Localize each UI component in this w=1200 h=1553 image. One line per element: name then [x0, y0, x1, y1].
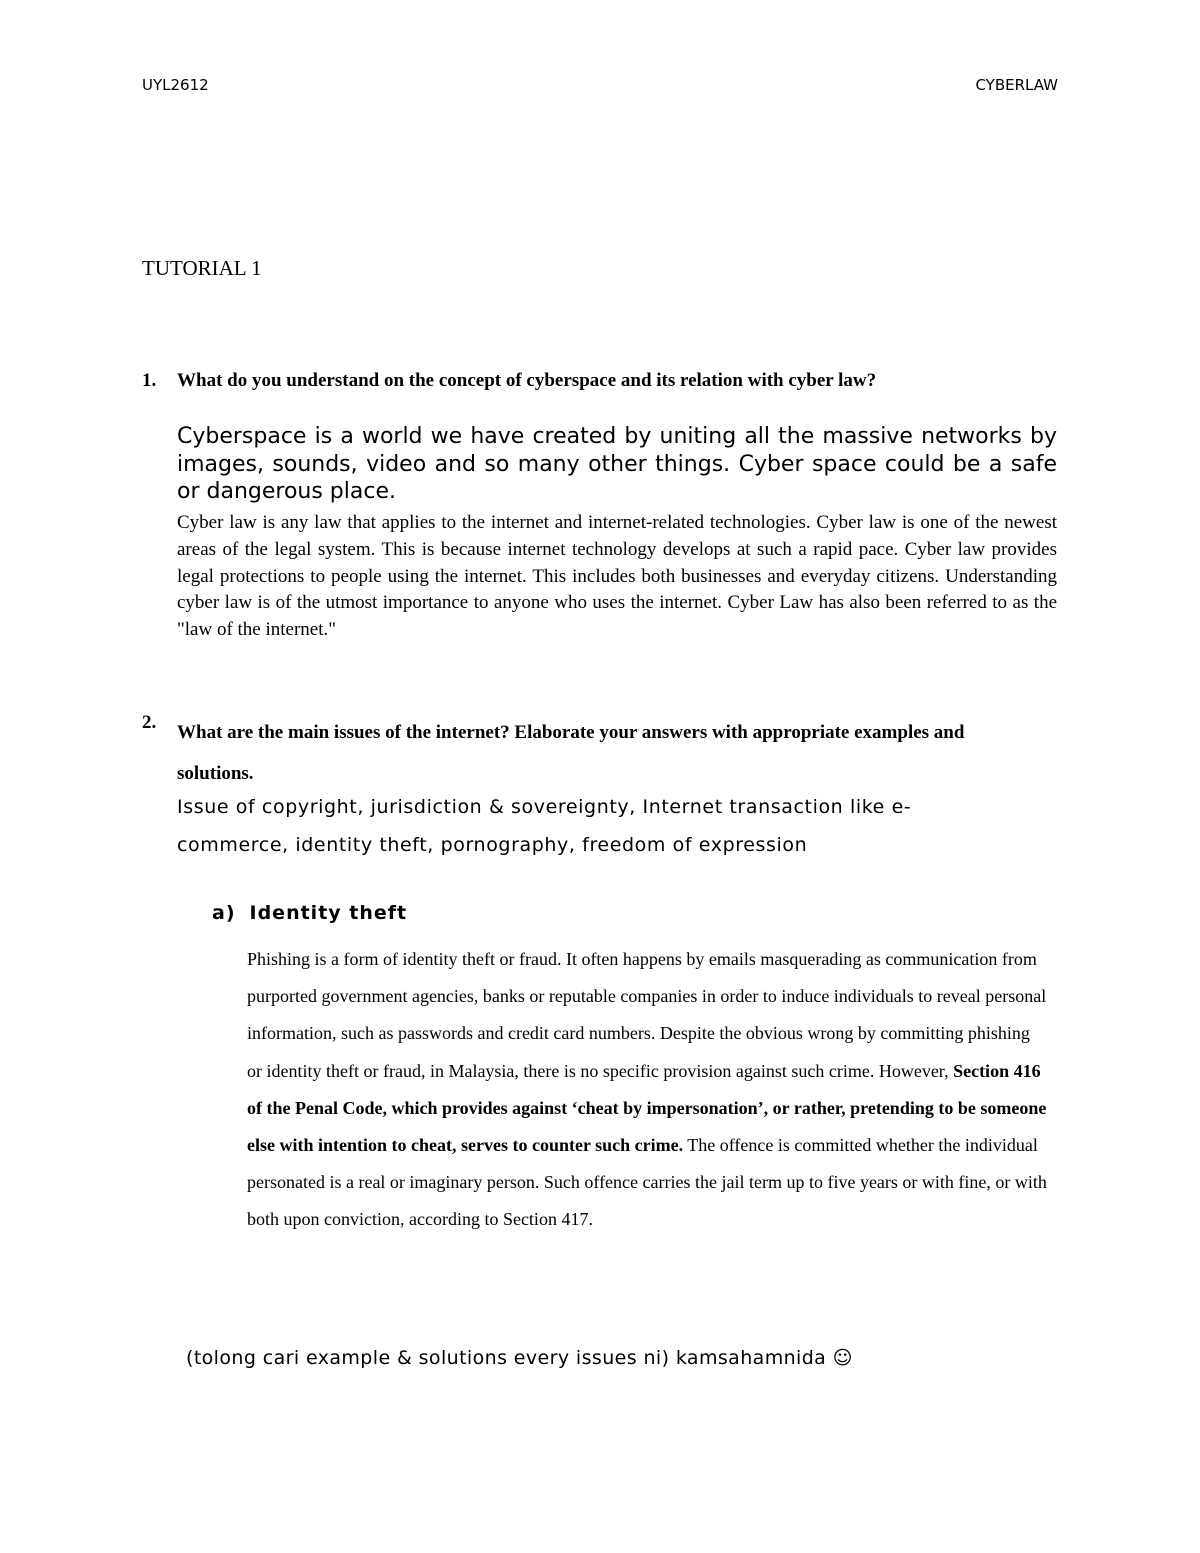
question-1-text: What do you understand on the concept of cyberspace and its relation with cyber law?	[177, 370, 877, 391]
identity-theft-title: Identity theft	[249, 902, 408, 924]
question-2-answer-intro: Issue of copyright, jurisdiction & sovereignty, Internet transaction like e-commerce, identity theft, pornography, freedom of expression	[177, 796, 912, 856]
header-course-name: CYBERLAW	[975, 76, 1058, 94]
identity-theft-letter: a)	[212, 902, 236, 924]
header-course-code: UYL2612	[142, 76, 209, 94]
page-title: TUTORIAL 1	[142, 256, 262, 280]
question-2-number: 2.	[142, 712, 157, 733]
question-2-text: What are the main issues of the internet? Elaborate your answers with appropriate examples and solutions.	[177, 722, 965, 784]
identity-theft-text-bold: Section 416 of the Penal Code, which provides against ‘cheat by impersonation’, or rather, pretending to be someone else with intention to cheat, serves to counter such crime.	[247, 1060, 1047, 1156]
question-1-number: 1.	[142, 370, 157, 391]
identity-theft-text-after: The offence is committed whether the individual personated is a real or imaginary person. Such offence carries the jail term up to five years or with fine, or with both upon conviction, according to Section 417.	[247, 1135, 1047, 1230]
footer-note: (tolong cari example & solutions every issues ni) kamsahamnida ☺	[186, 1347, 853, 1369]
identity-theft-heading	[212, 902, 407, 924]
identity-theft-paragraph	[247, 941, 1047, 1239]
question-1-answer-intro: Cyberspace is a world we have created by uniting all the massive networks by images, sounds, video and so many other things. Cyber space could be a safe or dangerous place.	[177, 424, 1057, 504]
question-1-answer-body: Cyber law is any law that applies to the internet and internet-related technologies. Cyber law is one of the newest areas of the legal system. This is because internet technology develops at such a rapid pace. Cyber law provides legal protections to people using the internet. This includes both businesses and everyday citizens. Understanding cyber law is of the utmost importance to anyone who uses the internet. Cyber Law has also been referred to as the "law of the internet."	[177, 512, 1057, 641]
identity-theft-text-before: Phishing is a form of identity theft or fraud. It often happens by emails masquerading as communication from purported government agencies, banks or reputable companies in order to induce individuals to reveal personal information, such as passwords and credit card numbers. Despite the obvious wrong by committing phishing or identity theft or fraud, in Malaysia, there is no specific provision against such crime. However,	[247, 949, 1047, 1081]
